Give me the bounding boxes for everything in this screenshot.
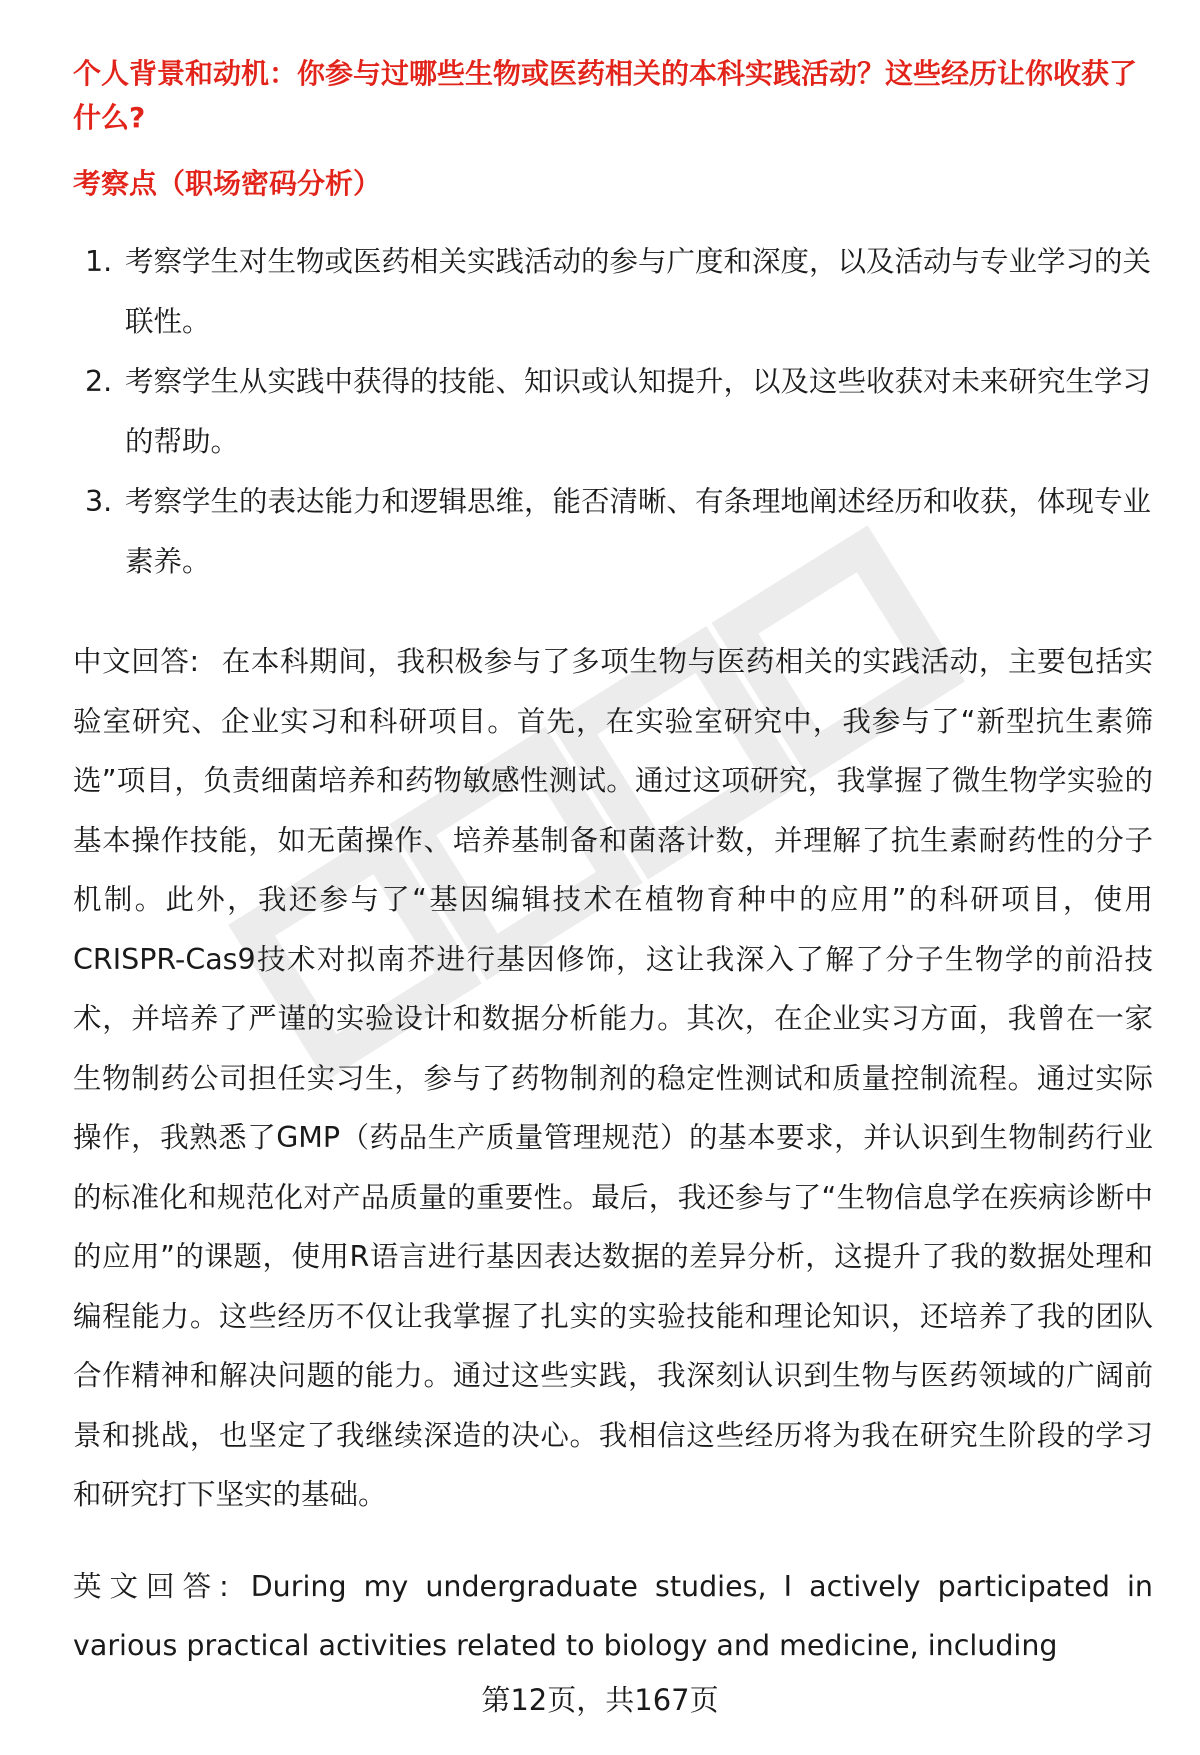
exam-points-list xyxy=(73,232,1153,592)
list-item-number: 2. xyxy=(85,365,113,398)
list-item xyxy=(73,352,1153,472)
list-item-text: 考察学生从实践中获得的技能、知识或认知提升，以及这些收获对未来研究生学习的帮助。 xyxy=(125,365,1152,458)
list-item-text: 考察学生的表达能力和逻辑思维，能否清晰、有条理地阐述经历和收获，体现专业素养。 xyxy=(125,485,1152,578)
chinese-answer-label: 中文回答: xyxy=(73,645,200,678)
list-item xyxy=(73,232,1153,352)
chinese-answer xyxy=(73,632,1153,1525)
exam-points-title: 考察点（职场密码分析） xyxy=(73,167,382,200)
page-content xyxy=(73,52,1153,1676)
english-answer xyxy=(73,1557,1153,1676)
list-item-number: 3. xyxy=(85,485,113,518)
page-number: 第12页，共167页 xyxy=(481,1683,719,1717)
chinese-answer-text: 在本科期间，我积极参与了多项生物与医药相关的实践活动，主要包括实验室研究、企业实习和科研项目。首先，在实验室研究中，我参与了“新型抗生素筛选”项目，负责细菌培养和药物敏感性测试。通过这项研究，我掌握了微生物学实验的基本操作技能，如无菌操作、培养基制备和菌落计数，并理解了抗生素耐药性的分子机制。此外，我还参与了“基因编辑技术在植物育种中的应用”的科研项目，使用CRISPR-Cas9技术对拟南芥进行基因修饰，这让我深入了解了分子生物学的前沿技术，并培养了严谨的实验设计和数据分析能力。其次，在企业实习方面，我曾在一家生物制药公司担任实习生，参与了药物制剂的稳定性测试和质量控制流程。通过实际操作，我熟悉了GMP（药品生产质量管理规范）的基本要求，并认识到生物制药行业的标准化和规范化对产品质量的重要性。最后，我还参与了“生物信息学在疾病诊断中的应用”的课题，使用R语言进行基因表达数据的差异分析，这提升了我的数据处理和编程能力。这些经历不仅让我掌握了扎实的实验技能和理论知识，还培养了我的团队合作精神和解决问题的能力。通过这些实践，我深刻认识到生物与医药领域的广阔前景和挑战，也坚定了我继续深造的决心。我相信这些经历将为我在研究生阶段的学习和研究打下坚实的基础。 xyxy=(73,645,1153,1511)
english-answer-text: During my undergraduate studies, I actively participated in various practical activities related to biology and medicine, including xyxy=(73,1569,1153,1662)
list-item-text: 考察学生对生物或医药相关实践活动的参与广度和深度，以及活动与专业学习的关联性。 xyxy=(125,245,1152,338)
english-answer-label: 英文回答: xyxy=(73,1569,229,1603)
question-heading: 个人背景和动机：你参与过哪些生物或医药相关的本科实践活动？这些经历让你收获了什么? xyxy=(73,57,1138,134)
list-item-number: 1. xyxy=(85,245,113,278)
list-item xyxy=(73,472,1153,592)
